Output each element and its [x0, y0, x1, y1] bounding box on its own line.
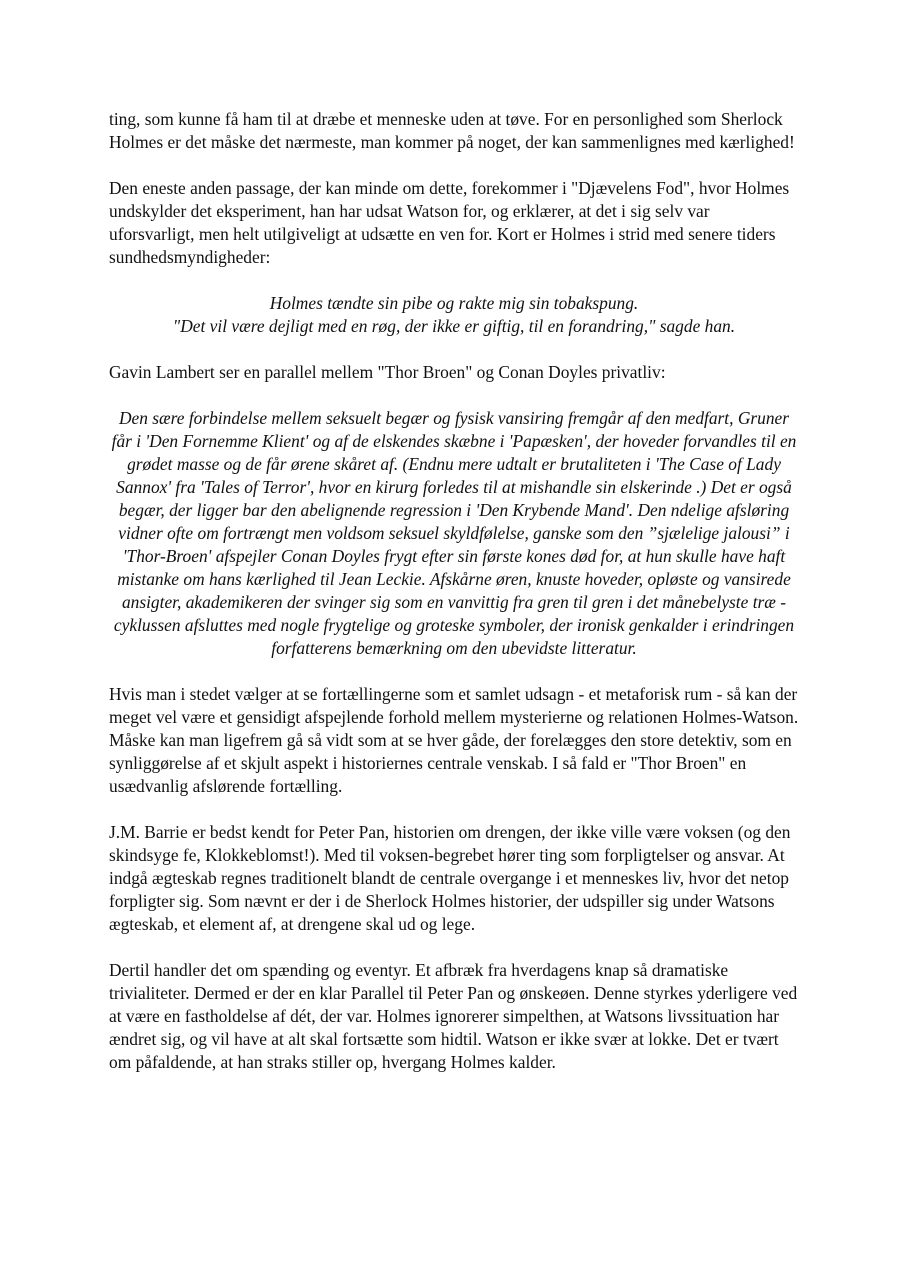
paragraph-4: Hvis man i stedet vælger at se fortællingerne som et samlet udsagn - et metaforisk rum - så kan der meget vel være et gensidigt afspejlende forhold mellem mysterierne og relationen Holmes-Watson. Måske kan man ligefrem gå så vidt som at se hver gåde, der forelægges den store detektiv, som en synliggørelse af et skjult aspekt i historiernes centrale venskab. I så fald er "Thor Broen" en usædvanlig afslørende fortælling. [109, 684, 799, 796]
paragraph-3: Gavin Lambert ser en parallel mellem "Thor Broen" og Conan Doyles privatliv: [109, 362, 666, 382]
paragraph-6: Dertil handler det om spænding og eventyr. Et afbræk fra hverdagens knap så dramatiske trivialiteter. Dermed er der en klar Parallel til Peter Pan og ønskeøen. Denne styrkes yderligere ved at være en fastholdelse af dét, der var. Holmes ignorerer simpelthen, at Watsons livssituation har ændret sig, og vil have at alt skal fortsætte som hidtil. Watson er ikke svær at lokke. Det er tvært om påfaldende, at han straks stiller op, hvergang Holmes kalder. [109, 960, 798, 1072]
document-page [109, 108, 799, 1097]
paragraph-1: ting, som kunne få ham til at dræbe et menneske uden at tøve. For en personlighed som Sherlock Holmes er det måske det nærmeste, man kommer på noget, der kan sammenlignes med kærlighed! [109, 109, 795, 152]
paragraph-2: Den eneste anden passage, der kan minde om dette, forekommer i "Djævelens Fod", hvor Holmes undskylder det eksperiment, han har udsat Watson for, og erklærer, at det i sig selv var uforsvarligt, men helt utilgiveligt at udsætte en ven for. Kort er Holmes i strid med senere tiders sundhedsmyndigheder: [109, 178, 790, 267]
quote-holmes-pipe [109, 292, 799, 338]
quote-line-2: "Det vil være dejligt med en røg, der ikke er giftig, til en forandring," sagde han. [172, 316, 736, 336]
paragraph-5: J.M. Barrie er bedst kendt for Peter Pan, historien om drengen, der ikke ville være voksen (og den skindsyge fe, Klokkeblomst!). Med til voksen-begrebet hører ting som forpligtelser og ansvar. At indgå ægteskab regnes traditionelt blandt de centrale overgange i et menneskes liv, hvor det netop forpligter sig. Som nævnt er der i de Sherlock Holmes historier, der udspiller sig under Watsons ægteskab, et element af, at drengene skal ud og lege. [109, 822, 791, 934]
quote-gavin-lambert: Den sære forbindelse mellem seksuelt begær og fysisk vansiring fremgår af den medfart, Gruner får i 'Den Fornemme Klient' og af de elskendes skæbne i 'Papæsken', der hoveder forvandles til en grødet masse og de får ørene skåret af. (Endnu mere udtalt er brutaliteten i 'The Case of Lady Sannox' fra 'Tales of Terror', hvor en kirurg forledes til at mishandle sin elskerinde .) Det er også begær, der ligger bar den abelignende regression i 'Den Krybende Mand'. Den ndelige afsløring vidner ofte om fortrængt men voldsom seksuel skyldfølelse, ganske som den ”sjælelige jalousi” i 'Thor-Broen' afspejler Conan Doyles frygt efter sin første kones død for, at hun skulle have haft mistanke om hans kærlighed til Jean Leckie. Afskårne øren, knuste hoveder, opløste og vansirede ansigter, akademikeren der svinger sig som en vanvittig fra gren til gren i det månebelyste træ - cyklussen afsluttes med nogle frygtelige og groteske symboler, der ironisk genkalder i erindringen forfatterens bemærkning om den ubevidste litteratur. [111, 408, 797, 658]
quote-line-1: Holmes tændte sin pibe og rakte mig sin tobakspung. [269, 293, 639, 313]
